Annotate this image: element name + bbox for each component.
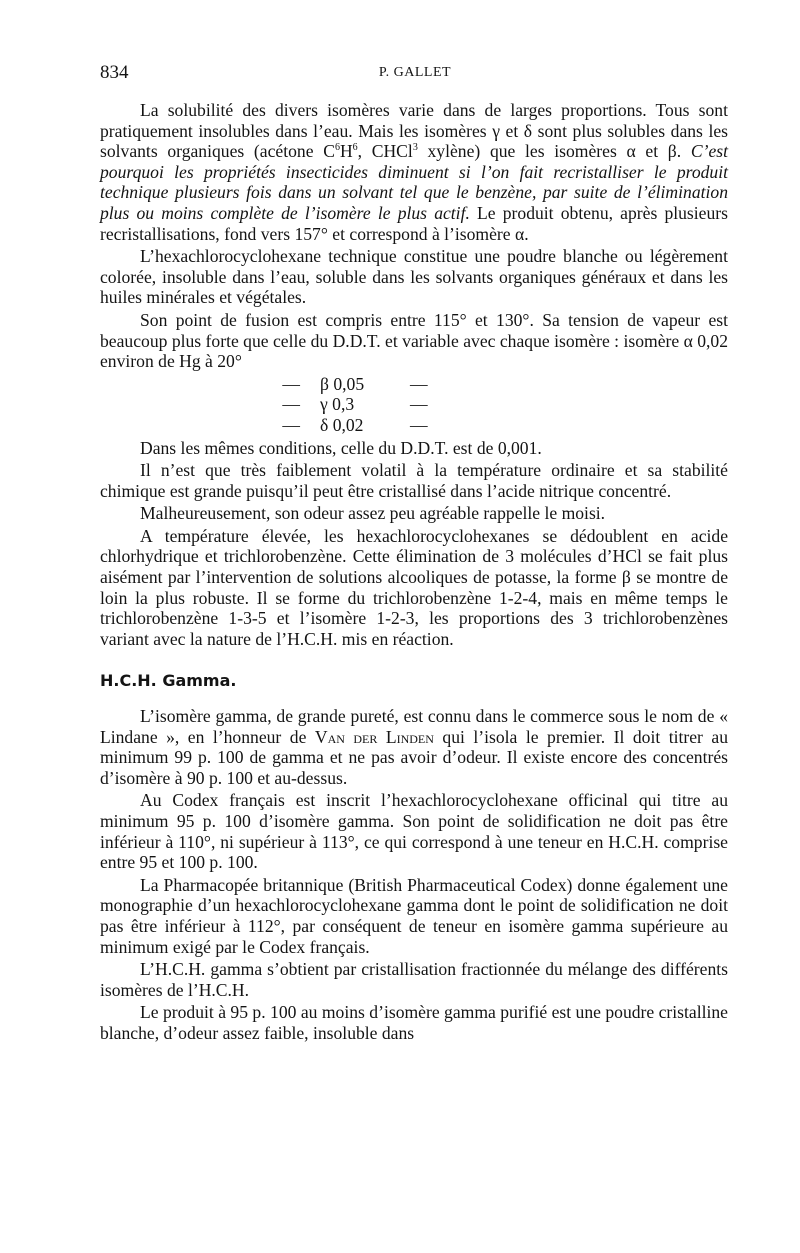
ditto-dash: — (410, 394, 428, 415)
superscript: 6 (352, 142, 358, 154)
text-run: La solubilité des divers isomères varie dans de larges proportions. Tous sont pratiquement insolubles dans l’eau. Mais les isomères γ et δ sont plus solubles dans les solvants organiques (acétone C (100, 100, 728, 162)
isomer-value: β 0,05 (320, 373, 365, 394)
text-run: H (339, 141, 353, 162)
page-body (100, 100, 728, 1046)
author-name: Van der Linden (314, 726, 434, 747)
paragraph-technical-hch: L’hexachlorocyclohexane technique constitue une poudre blanche ou légèrement colorée, insoluble dans l’eau, soluble dans les solvants organiques généraux et dans les huiles minérales et végétales. (100, 246, 728, 308)
section-heading: H.C.H. Gamma. (100, 671, 237, 691)
isomer-value: δ 0,02 (320, 414, 364, 435)
paragraph-volatility: Il n’est que très faiblement volatil à la température ordinaire et sa stabilité chimique est grande puisqu’il peut être cristallisé dans l’acide nitrique concentré. (100, 460, 728, 501)
text-run: L’isomère gamma, de grande pureté, est connu dans le commerce sous le nom de « Lindane », en l’honneur de (100, 706, 728, 747)
ditto-dash: — (282, 394, 300, 415)
text-run: , CHCl (357, 141, 413, 162)
paragraph-codex-francais: Au Codex français est inscrit l’hexachlorocyclohexane officinal qui titre au minimum 95 p. 100 d’isomère gamma. Son point de solidification ne doit pas être inférieur à 110°, ni supérieur à 113°, ce qui correspond à une teneur en H.C.H. comprise entre 95 et 100 p. 100. (100, 790, 728, 873)
page-header (100, 62, 730, 88)
text-run: xylène) que les isomères α et β. (417, 141, 691, 162)
ditto-dash: — (410, 414, 428, 435)
paragraph-melting-point: Son point de fusion est compris entre 115° et 130°. Sa tension de vapeur est beaucoup plus forte que celle du D.D.T. et variable avec chaque isomère : isomère α 0,02 environ de Hg à 20° (100, 309, 728, 372)
ditto-dash: — (410, 373, 428, 394)
paragraph-crystallisation: L’H.C.H. gamma s’obtient par cristallisation fractionnée du mélange des différents isomères de l’H.C.H. (100, 959, 728, 1000)
paragraph-solubility (100, 100, 728, 244)
paragraph-pharmacopee-britannique: La Pharmacopée britannique (British Pharmaceutical Codex) donne également une monographie d’un hexachlorocyclohexane gamma dont le point de solidification ne doit pas être inférieur à 112°, par conséquent de teneur en isomère gamma supérieure au minimum exigé par le Codex français. (100, 874, 728, 957)
superscript: 3 (412, 142, 418, 154)
paragraph-ddt-comparison: Dans les mêmes conditions, celle du D.D.T. est de 0,001. (140, 437, 542, 458)
running-head: P. GALLET (378, 65, 452, 80)
paragraph-odor: Malheureusement, son odeur assez peu agréable rappelle le moisi. (140, 503, 606, 524)
ditto-dash: — (282, 414, 300, 435)
isomer-value: γ 0,3 (320, 394, 355, 415)
text-run: qui l’isola le premier. Il doit titrer au minimum 99 p. 100 de gamma et ne pas avoir d’odeur. Il existe encore des concentrés d’isomère à 90 p. 100 et au-dessus. (100, 726, 728, 788)
ditto-dash: — (282, 373, 300, 394)
page-number: 834 (100, 62, 129, 83)
isomer-vapor-table (100, 374, 728, 436)
isomer-row (100, 415, 728, 436)
paragraph-decomposition: A température élevée, les hexachlorocyclohexanes se dédoublent en acide chlorhydrique et trichlorobenzène. Cette élimination de 3 molécules d’HCl se fait plus aisément par l’intervention de solutions alcooliques de potasse, la forme β se montre de loin la plus robuste. Il se forme du trichlorobenzène 1-2-4, mais en même temps le trichlorobenzène 1-3-5 et l’isomère 1-2-3, les proportions des 3 trichlorobenzènes variant avec la nature de l’H.C.H. mis en réaction. (100, 525, 728, 649)
paragraph-lindane (100, 706, 728, 788)
isomer-row (100, 374, 728, 395)
paragraph-purified-product: Le produit à 95 p. 100 au moins d’isomère gamma purifié est une poudre cristalline blanche, d’odeur assez faible, insoluble dans (100, 1002, 728, 1043)
superscript: 6 (334, 142, 340, 154)
isomer-row (100, 394, 728, 415)
italic-text-run: C’est pourquoi les propriétés insecticides diminuent si l’on fait recristalliser le produit technique plusieurs fois dans un solvant tel que le benzène, par suite de l’élimination plus ou moins complète de l’isomère le plus actif. (100, 141, 728, 223)
text-run: Le produit obtenu, après plusieurs recristallisations, fond vers 157° et correspond à l’isomère α. (100, 202, 728, 244)
